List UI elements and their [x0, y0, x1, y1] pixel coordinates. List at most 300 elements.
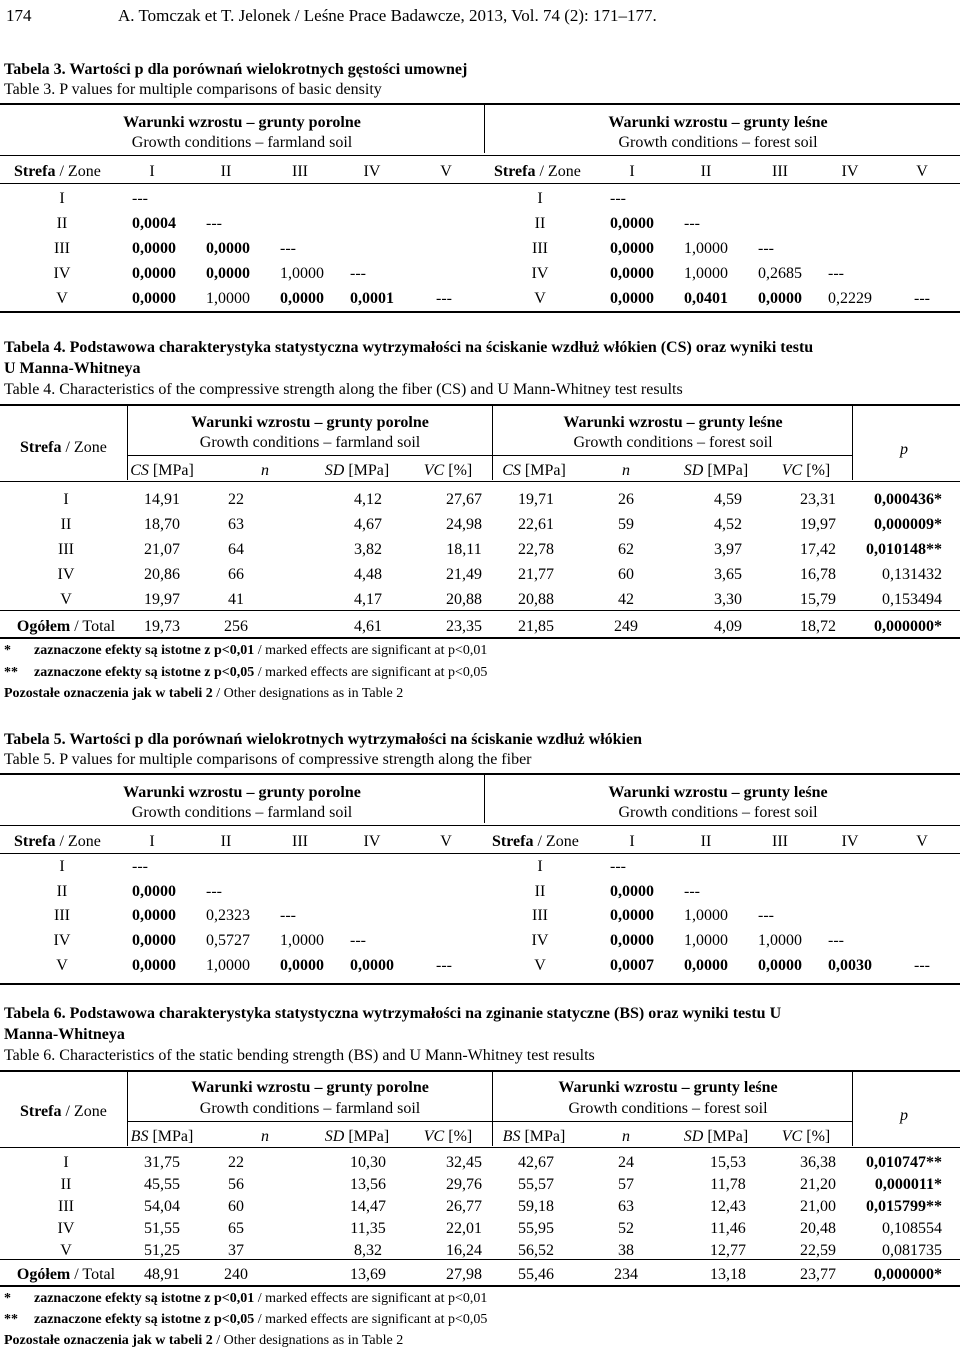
table-cell: 32,45 [446, 1154, 482, 1171]
table-cell: 0,2323 [206, 907, 250, 924]
col-header-left-V: V [440, 163, 452, 180]
row-zone-label: II [60, 1176, 72, 1193]
table-cell: --- [436, 957, 452, 974]
table6-p-header: p [900, 1107, 908, 1124]
col-header-right-I: I [629, 833, 635, 850]
p-value-cell: 0,131432 [882, 566, 942, 583]
table-cell: 60 [228, 1198, 244, 1215]
table-cell: --- [206, 215, 222, 232]
table-cell: 3,65 [714, 566, 742, 583]
sub-header-1: n [261, 462, 269, 479]
col-header-left-III: III [292, 163, 308, 180]
running-header [6, 6, 956, 28]
table-cell: 55,57 [518, 1176, 554, 1193]
col-header-left-I: I [149, 833, 155, 850]
table-cell: 56,52 [518, 1242, 554, 1259]
table-cell: 3,82 [354, 541, 382, 558]
table-cell: 22,01 [446, 1220, 482, 1237]
table5-group-left-pl: Warunki wzrostu – grunty porolne [123, 784, 361, 801]
table6-group-divider [492, 1070, 493, 1146]
table5-caption-pl: Tabela 5. Wartości p dla porównań wielokrotnych wytrzymałości na ściskanie wzdłuż włókien [4, 731, 642, 748]
table-cell: 22,59 [800, 1242, 836, 1259]
table6-group-left-en: Growth conditions – farmland soil [199, 1100, 421, 1117]
row-label-right: II [534, 883, 546, 900]
table-cell: 23,31 [800, 491, 836, 508]
row-label-right: II [534, 215, 546, 232]
row-zone-label: IV [57, 1220, 75, 1237]
table-cell: 31,75 [144, 1154, 180, 1171]
row-zone-label: III [58, 541, 74, 558]
table4-group-left-pl: Warunki wzrostu – grunty porolne [191, 414, 429, 431]
row-label-right: V [534, 290, 546, 307]
table-cell: --- [828, 932, 844, 949]
table4-p-header: p [900, 441, 908, 458]
row-zone-label: V [60, 591, 72, 608]
table-cell: 10,30 [350, 1154, 386, 1171]
table-cell: 0,0000 [610, 932, 654, 949]
table-cell: 0,0401 [684, 290, 728, 307]
table-cell: 1,0000 [280, 265, 324, 282]
table-cell: 20,86 [144, 566, 180, 583]
col-header-left-IV: IV [363, 833, 381, 850]
table4-p-divider [852, 404, 853, 480]
sub-header-4: CS [MPa] [502, 462, 566, 479]
table5-bottom-rule [0, 983, 960, 985]
table-cell: 1,0000 [684, 265, 728, 282]
table-cell: 4,52 [714, 516, 742, 533]
row-label-left: III [54, 240, 70, 257]
table-cell: 4,67 [354, 516, 382, 533]
row-label-left: IV [53, 265, 71, 282]
table-cell: 0,0000 [132, 932, 176, 949]
table-note: Pozostałe oznaczenia jak w tabeli 2 / Other designations as in Table 2 [4, 1333, 404, 1348]
table-cell: 20,88 [446, 591, 482, 608]
table-cell: 1,0000 [758, 932, 802, 949]
table-cell: --- [914, 957, 930, 974]
row-label-left: V [56, 290, 68, 307]
table4-total-rule [0, 610, 960, 611]
table-cell: 1,0000 [206, 957, 250, 974]
table3-zone-header-left: Strefa / Zone [14, 163, 101, 180]
table3-group-left-pl: Warunki wzrostu – grunty porolne [123, 114, 361, 131]
table-cell: 1,0000 [684, 240, 728, 257]
table6-caption-en: Table 6. Characteristics of the static bending strength (BS) and U Mann-Whitney test results [4, 1047, 595, 1064]
table-cell: 51,25 [144, 1242, 180, 1259]
table-cell: 0,0000 [610, 265, 654, 282]
table-cell: 0,0007 [610, 957, 654, 974]
page-number: 174 [6, 6, 32, 25]
row-zone-label: III [58, 1198, 74, 1215]
table6-caption-pl-1: Tabela 6. Podstawowa charakterystyka statystyczna wytrzymałości na zginanie statyczne (BS) oraz wyniki testu U [4, 1005, 782, 1022]
table-cell: 45,55 [144, 1176, 180, 1193]
total-cell: 13,69 [350, 1266, 386, 1283]
table-cell: 24 [618, 1154, 634, 1171]
table-cell: --- [350, 265, 366, 282]
table4-zone-header: Strefa / Zone [20, 439, 107, 456]
table-cell: 52 [618, 1220, 634, 1237]
table-cell: 20,48 [800, 1220, 836, 1237]
table-cell: 0,0000 [610, 215, 654, 232]
table-cell: 1,0000 [684, 907, 728, 924]
table6-caption-pl-2: Manna-Whitneya [4, 1026, 125, 1043]
sub-header-4: BS [MPa] [502, 1128, 566, 1145]
table4-header-rule [0, 481, 960, 482]
total-cell: 234 [614, 1266, 638, 1283]
table-cell: 0,0030 [828, 957, 872, 974]
total-cell: 23,35 [446, 618, 482, 635]
col-header-right-I: I [629, 163, 635, 180]
table-cell: 21,20 [800, 1176, 836, 1193]
table-cell: 0,0000 [610, 883, 654, 900]
table-cell: 22 [228, 491, 244, 508]
table-cell: --- [758, 907, 774, 924]
table4-group-right-en: Growth conditions – forest soil [573, 434, 773, 451]
sub-header-3: VC [%] [423, 1128, 473, 1145]
table-cell: --- [280, 907, 296, 924]
total-cell: 48,91 [144, 1266, 180, 1283]
row-zone-label: II [60, 516, 72, 533]
sub-header-7: VC [%] [781, 462, 831, 479]
table-cell: 0,0001 [350, 290, 394, 307]
table-cell: 21,77 [518, 566, 554, 583]
sub-header-5: n [622, 1128, 630, 1145]
table-cell: 1,0000 [684, 932, 728, 949]
table-cell: 62 [618, 541, 634, 558]
table-cell: 3,30 [714, 591, 742, 608]
table-cell: 0,0000 [132, 907, 176, 924]
row-label-left: I [59, 190, 65, 207]
col-header-right-III: III [772, 833, 788, 850]
table-cell: 63 [228, 516, 244, 533]
sub-header-5: n [622, 462, 630, 479]
row-label-right: I [537, 858, 543, 875]
table-cell: --- [436, 290, 452, 307]
table-cell: 51,55 [144, 1220, 180, 1237]
table-cell: 63 [618, 1198, 634, 1215]
table-note: * zaznaczone efekty są istotne z p<0,01 / marked effects are significant at p<0,01 [4, 1291, 488, 1306]
row-label-right: III [532, 240, 548, 257]
table-cell: 17,42 [800, 541, 836, 558]
table-cell: 22,78 [518, 541, 554, 558]
p-value-cell: 0,081735 [882, 1242, 942, 1259]
table6-group-left-pl: Warunki wzrostu – grunty porolne [191, 1079, 429, 1096]
table6-header-rule [0, 1147, 960, 1148]
row-label-left: II [56, 215, 68, 232]
table-cell: 0,0000 [280, 957, 324, 974]
table-cell: 59,18 [518, 1198, 554, 1215]
table-cell: --- [684, 883, 700, 900]
row-zone-label: I [63, 1154, 69, 1171]
table-cell: 41 [228, 591, 244, 608]
table6-group-right-en: Growth conditions – forest soil [568, 1100, 768, 1117]
table-cell: 24,98 [446, 516, 482, 533]
row-label-right: IV [531, 932, 549, 949]
table-note: Pozostałe oznaczenia jak w tabeli 2 / Other designations as in Table 2 [4, 686, 404, 701]
table-cell: 3,97 [714, 541, 742, 558]
table-cell: 65 [228, 1220, 244, 1237]
table-cell: 26,77 [446, 1198, 482, 1215]
table6-bottom-rule [0, 1285, 960, 1287]
table3-caption-en: Table 3. P values for multiple comparisons of basic density [4, 81, 382, 98]
col-header-left-I: I [149, 163, 155, 180]
table-cell: 29,76 [446, 1176, 482, 1193]
table-cell: --- [132, 858, 148, 875]
table5-group-right-en: Growth conditions – forest soil [618, 804, 818, 821]
table-cell: 0,0000 [280, 290, 324, 307]
table-cell: 22 [228, 1154, 244, 1171]
total-cell: 55,46 [518, 1266, 554, 1283]
table-cell: 0,0000 [758, 290, 802, 307]
total-cell: 27,98 [446, 1266, 482, 1283]
table4-group-left-en: Growth conditions – farmland soil [199, 434, 421, 451]
col-header-left-II: II [220, 833, 232, 850]
table-cell: 22,61 [518, 516, 554, 533]
total-cell: 240 [224, 1266, 248, 1283]
total-cell: 21,85 [518, 618, 554, 635]
table3-caption-pl: Tabela 3. Wartości p dla porównań wielokrotnych gęstości umownej [4, 61, 468, 78]
total-p-value: 0,000000* [874, 618, 942, 635]
table5-colhead-rule [0, 853, 960, 854]
total-cell: 18,72 [800, 618, 836, 635]
col-header-right-II: II [700, 833, 712, 850]
table3-group-left-en: Growth conditions – farmland soil [131, 134, 353, 151]
col-header-right-V: V [916, 163, 928, 180]
table-cell: --- [610, 190, 626, 207]
table-cell: --- [684, 215, 700, 232]
table5-caption-en: Table 5. P values for multiple comparisons of compressive strength along the fiber [4, 751, 532, 768]
table3-zone-header-right: Strefa / Zone [494, 163, 581, 180]
table5-group-left-en: Growth conditions – farmland soil [131, 804, 353, 821]
table-cell: 60 [618, 566, 634, 583]
p-value-cell: 0,010747** [866, 1154, 942, 1171]
sub-header-7: VC [%] [781, 1128, 831, 1145]
col-header-left-V: V [440, 833, 452, 850]
table-cell: --- [758, 240, 774, 257]
table5-zone-header-left: Strefa / Zone [14, 833, 101, 850]
table3-header-rule [0, 155, 960, 156]
table4-group-divider [492, 404, 493, 480]
total-cell: 4,61 [354, 618, 382, 635]
col-header-left-IV: IV [363, 163, 381, 180]
table-cell: --- [828, 265, 844, 282]
table-cell: 0,0000 [132, 883, 176, 900]
table-cell: --- [206, 883, 222, 900]
sub-header-0: CS [MPa] [130, 462, 194, 479]
sub-header-0: BS [MPa] [130, 1128, 194, 1145]
table-cell: 1,0000 [206, 290, 250, 307]
table6-p-divider [852, 1070, 853, 1146]
p-value-cell: 0,153494 [882, 591, 942, 608]
sub-header-2: SD [MPa] [324, 1128, 390, 1145]
table-cell: 59 [618, 516, 634, 533]
table4-group-right-pl: Warunki wzrostu – grunty leśne [563, 414, 783, 431]
table-cell: 0,0000 [206, 265, 250, 282]
p-value-cell: 0,000011* [874, 1176, 942, 1193]
table-cell: 0,0000 [132, 290, 176, 307]
table5-top-rule [0, 773, 960, 775]
table-cell: --- [132, 190, 148, 207]
table-cell: 19,97 [144, 591, 180, 608]
row-label-left: I [59, 858, 65, 875]
table5-header-rule [0, 825, 960, 826]
table-cell: 0,0000 [132, 957, 176, 974]
table-cell: 4,12 [354, 491, 382, 508]
col-header-right-IV: IV [841, 833, 859, 850]
p-value-cell: 0,000436* [874, 491, 942, 508]
table-note: ** zaznaczone efekty są istotne z p<0,05 / marked effects are significant at p<0,05 [4, 1312, 488, 1327]
total-cell: 4,09 [714, 618, 742, 635]
table-cell: 11,46 [710, 1220, 746, 1237]
row-label-left: III [54, 907, 70, 924]
row-label-left: II [56, 883, 68, 900]
table-cell: 56 [228, 1176, 244, 1193]
table-cell: 12,77 [710, 1242, 746, 1259]
table-note: ** zaznaczone efekty są istotne z p<0,05 / marked effects are significant at p<0,05 [4, 665, 488, 680]
table-cell: 20,88 [518, 591, 554, 608]
table-cell: 27,67 [446, 491, 482, 508]
table-cell: 0,0000 [758, 957, 802, 974]
table-cell: 0,0000 [350, 957, 394, 974]
table-cell: 12,43 [710, 1198, 746, 1215]
table-cell: 42,67 [518, 1154, 554, 1171]
table-cell: 21,00 [800, 1198, 836, 1215]
table-cell: 16,24 [446, 1242, 482, 1259]
total-cell: 249 [614, 618, 638, 635]
total-row-label: Ogółem / Total [16, 1266, 116, 1283]
table-cell: 0,0000 [684, 957, 728, 974]
total-cell: 13,18 [710, 1266, 746, 1283]
col-header-right-II: II [700, 163, 712, 180]
col-header-left-III: III [292, 833, 308, 850]
table-cell: 19,71 [518, 491, 554, 508]
table-cell: 0,2685 [758, 265, 802, 282]
table6-zone-divider [127, 1070, 128, 1146]
table3-colhead-rule [0, 183, 960, 184]
table-cell: 0,0000 [206, 240, 250, 257]
table-cell: 37 [228, 1242, 244, 1259]
sub-header-6: SD [MPa] [683, 1128, 749, 1145]
table-cell: 21,07 [144, 541, 180, 558]
table-cell: 18,11 [446, 541, 482, 558]
table-cell: 42 [618, 591, 634, 608]
table-cell: 57 [618, 1176, 634, 1193]
table-cell: 0,0000 [132, 265, 176, 282]
row-label-left: IV [53, 932, 71, 949]
table4-caption-pl-2: U Manna-Whitneya [4, 360, 141, 377]
sub-header-2: SD [MPa] [324, 462, 390, 479]
table-cell: 14,47 [350, 1198, 386, 1215]
p-value-cell: 0,015799** [866, 1198, 942, 1215]
col-header-right-IV: IV [841, 163, 859, 180]
table-cell: --- [610, 858, 626, 875]
table-cell: 4,17 [354, 591, 382, 608]
row-zone-label: IV [57, 566, 75, 583]
p-value-cell: 0,108554 [882, 1220, 942, 1237]
table-cell: 4,48 [354, 566, 382, 583]
table5-zone-header-right: Strefa / Zone [492, 833, 579, 850]
table-cell: 54,04 [144, 1198, 180, 1215]
table-cell: 16,78 [800, 566, 836, 583]
table6-top-rule [0, 1070, 960, 1072]
table-cell: 0,0000 [610, 290, 654, 307]
table-cell: 0,0004 [132, 215, 176, 232]
table-cell: 4,59 [714, 491, 742, 508]
table-cell: 66 [228, 566, 244, 583]
table-cell: 14,91 [144, 491, 180, 508]
table-cell: 15,79 [800, 591, 836, 608]
table-cell: 0,0000 [610, 907, 654, 924]
total-cell: 23,77 [800, 1266, 836, 1283]
table5-group-right-pl: Warunki wzrostu – grunty leśne [608, 784, 828, 801]
table-note: * zaznaczone efekty są istotne z p<0,01 / marked effects are significant at p<0,01 [4, 643, 488, 658]
table-cell: 8,32 [354, 1242, 382, 1259]
table3-group-right-en: Growth conditions – forest soil [618, 134, 818, 151]
sub-header-1: n [261, 1128, 269, 1145]
table-cell: 1,0000 [280, 932, 324, 949]
table3-group-divider [484, 103, 485, 153]
table-cell: 18,70 [144, 516, 180, 533]
table-cell: 36,38 [800, 1154, 836, 1171]
table-cell: 0,0000 [610, 240, 654, 257]
sub-header-3: VC [%] [423, 462, 473, 479]
total-cell: 19,73 [144, 618, 180, 635]
total-cell: 256 [224, 618, 248, 635]
col-header-right-V: V [916, 833, 928, 850]
table4-caption-pl-1: Tabela 4. Podstawowa charakterystyka statystyczna wytrzymałości na ściskanie wzdłuż włókien (CS) oraz wyniki testu [4, 339, 814, 356]
table-cell: 64 [228, 541, 244, 558]
p-value-cell: 0,010148** [866, 541, 942, 558]
row-zone-label: V [60, 1242, 72, 1259]
table-cell: 21,49 [446, 566, 482, 583]
row-label-right: IV [531, 265, 549, 282]
table3-top-rule [0, 103, 960, 105]
col-header-left-II: II [220, 163, 232, 180]
table-cell: --- [350, 932, 366, 949]
table-cell: 38 [618, 1242, 634, 1259]
table-cell: --- [914, 290, 930, 307]
table-cell: 0,0000 [132, 240, 176, 257]
sub-header-6: SD [MPa] [683, 462, 749, 479]
table-cell: 11,35 [350, 1220, 386, 1237]
table4-subheader-rule [127, 455, 852, 456]
total-row-label: Ogółem / Total [16, 618, 116, 635]
table6-zone-header: Strefa / Zone [20, 1103, 107, 1120]
row-label-left: V [56, 957, 68, 974]
running-title: A. Tomczak et T. Jelonek / Leśne Prace Badawcze, 2013, Vol. 74 (2): 171–177. [118, 6, 657, 25]
row-label-right: I [537, 190, 543, 207]
table-cell: 13,56 [350, 1176, 386, 1193]
table6-subheader-rule [127, 1121, 852, 1122]
row-label-right: V [534, 957, 546, 974]
total-p-value: 0,000000* [874, 1266, 942, 1283]
table-cell: 26 [618, 491, 634, 508]
table-cell: --- [280, 240, 296, 257]
col-header-right-III: III [772, 163, 788, 180]
table-cell: 55,95 [518, 1220, 554, 1237]
table3-group-right-pl: Warunki wzrostu – grunty leśne [608, 114, 828, 131]
table-cell: 0,5727 [206, 932, 250, 949]
table4-caption-en: Table 4. Characteristics of the compressive strength along the fiber (CS) and U Mann-Whitney test results [4, 381, 683, 398]
table6-total-rule [0, 1259, 960, 1260]
table6-group-right-pl: Warunki wzrostu – grunty leśne [558, 1079, 778, 1096]
table4-bottom-rule [0, 637, 960, 639]
table-cell: 0,2229 [828, 290, 872, 307]
table-cell: 11,78 [710, 1176, 746, 1193]
table4-top-rule [0, 404, 960, 406]
table5-group-divider [484, 773, 485, 823]
row-zone-label: I [63, 491, 69, 508]
row-label-right: III [532, 907, 548, 924]
